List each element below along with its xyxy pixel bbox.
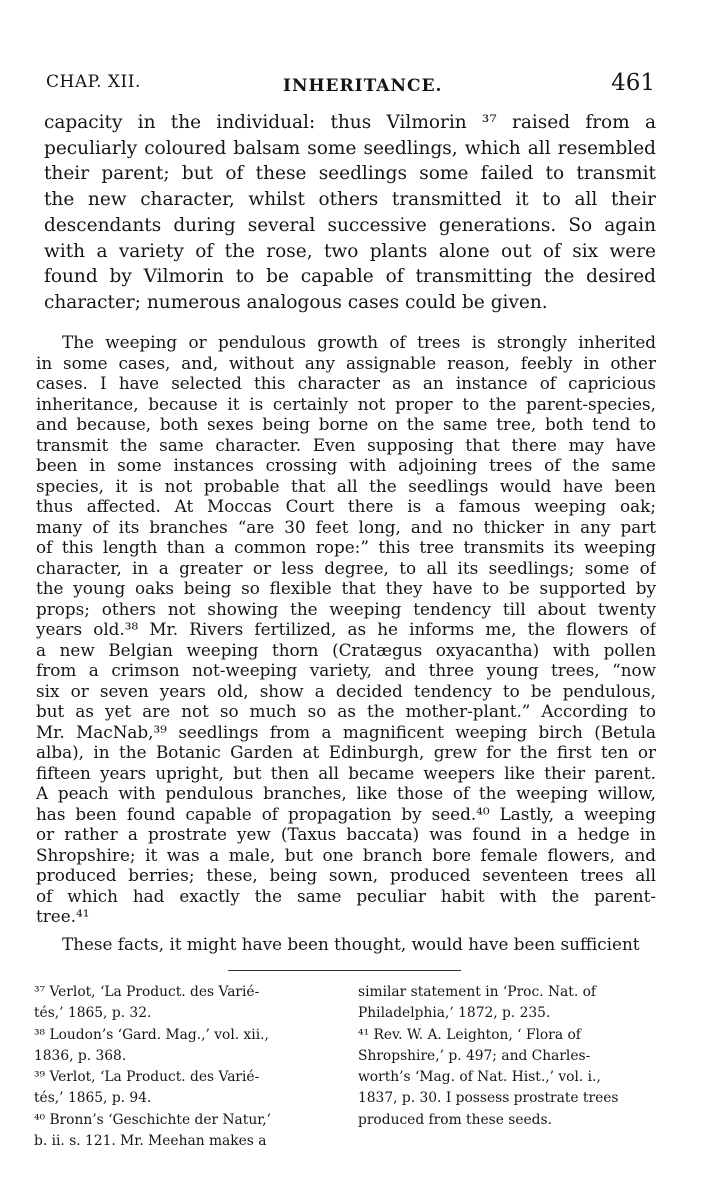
footnote-line: tés,’ 1865, p. 94.: [34, 1090, 152, 1107]
footnote-line: 1837, p. 30. I possess prostrate trees: [358, 1090, 619, 1107]
paragraph-1: [44, 110, 656, 316]
text-line: fifteen years upright, but then all became weepers like their parent.: [36, 762, 656, 783]
text-line: species, it is not probable that all the seedlings would have been: [36, 475, 656, 496]
footnotes-left-column: [34, 982, 334, 1152]
text-line: capacity in the individual: thus Vilmorin ³⁷ raised from a: [44, 112, 656, 133]
chapter-label: CHAP. XII.: [46, 72, 141, 92]
text-line: character; numerous analogous cases could be given.: [44, 291, 548, 313]
text-line: descendants during several successive generations. So again: [44, 214, 656, 236]
text-line: props; others not showing the weeping tendency till about twenty: [36, 598, 656, 619]
footnote-line: 1836, p. 368.: [34, 1047, 127, 1064]
text-line: of this length than a common rope:” this tree transmits its weeping: [36, 537, 656, 557]
text-line: or rather a prostrate yew (Taxus baccata) was found in a hedge in: [36, 824, 656, 844]
footnote-line: ³⁹ Verlot, ‘La Product. des Varié-: [34, 1069, 260, 1086]
text-line: Mr. MacNab,³⁹ seedlings from a magnificent weeping birch (Betula: [36, 721, 656, 742]
running-title: INHERITANCE.: [283, 76, 443, 96]
footnote-line: Philadelphia,’ 1872, p. 235.: [358, 1005, 551, 1022]
footnote-line: ⁴⁰ Bronn’s ‘Geschichte der Natur,’: [34, 1111, 272, 1128]
text-line: tree.⁴¹: [36, 906, 90, 926]
text-line: many of its branches “are 30 feet long, and no thicker in any part: [36, 516, 656, 537]
footnote-line: tés,’ 1865, p. 32.: [34, 1005, 152, 1022]
text-line: thus affected. At Moccas Court there is a famous weeping oak;: [36, 496, 656, 516]
footnote-line: similar statement in ‘Proc. Nat. of: [358, 984, 597, 1000]
text-line: six or seven years old, show a decided tendency to be pendulous,: [36, 680, 656, 701]
text-line: cases. I have selected this character as an instance of capricious: [36, 373, 656, 393]
text-line: years old.³⁸ Mr. Rivers fertilized, as he informs me, the flowers of: [36, 619, 656, 639]
text-line: These facts, it might have been thought, would have been sufficient: [62, 934, 640, 954]
footnote-line: b. ii. s. 121. Mr. Meehan makes a: [34, 1133, 267, 1150]
text-line: produced berries; these, being sown, produced seventeen trees all: [36, 865, 656, 885]
footnote-line: ⁴¹ Rev. W. A. Leighton, ‘ Flora of: [358, 1026, 581, 1043]
text-line: alba), in the Botanic Garden at Edinburgh, grew for the first ten or: [36, 742, 656, 762]
text-line: transmit the same character. Even supposing that there may have: [36, 434, 656, 455]
footnote-line: ³⁷ Verlot, ‘La Product. des Varié-: [34, 984, 260, 1000]
footnote-line: ³⁸ Loudon’s ‘Gard. Mag.,’ vol. xii.,: [34, 1026, 269, 1043]
text-line: a new Belgian weeping thorn (Cratægus oxyacantha) with pollen: [36, 639, 656, 660]
text-line: found by Vilmorin to be capable of transmitting the desired: [44, 266, 656, 288]
footnotes-right-column: [358, 982, 654, 1131]
footnote-line: Shropshire,’ p. 497; and Charles-: [358, 1047, 591, 1064]
page-number: 461: [611, 70, 655, 96]
footnote-line: produced from these seeds.: [358, 1111, 552, 1128]
text-line: peculiarly coloured balsam some seedlings, which all resembled: [44, 137, 656, 159]
paragraph-3: [36, 934, 656, 955]
text-line: the new character, whilst others transmitted it to all their: [44, 189, 656, 211]
footnote-line: worth’s ‘Mag. of Nat. Hist.,’ vol. i.,: [358, 1069, 601, 1086]
text-line: from a crimson not-weeping variety, and three young trees, “now: [36, 660, 656, 680]
running-header: [0, 68, 708, 104]
text-line: been in some instances crossing with adjoining trees of the same: [36, 455, 656, 475]
text-line: with a variety of the rose, two plants alone out of six were: [44, 240, 656, 262]
text-line: but as yet are not so much so as the mother-plant.” According to: [36, 701, 656, 721]
text-line: The weeping or pendulous growth of trees is strongly inherited: [62, 332, 656, 352]
footnote-divider: [228, 970, 461, 971]
text-line: in some cases, and, without any assignable reason, feebly in other: [36, 352, 656, 373]
text-line: their parent; but of these seedlings some failed to transmit: [44, 163, 656, 185]
paragraph-2: [36, 332, 656, 927]
text-line: of which had exactly the same peculiar habit with the parent-: [36, 885, 656, 906]
text-line: character, in a greater or less degree, to all its seedlings; some of: [36, 557, 656, 578]
text-line: inheritance, because it is certainly not proper to the parent-species,: [36, 393, 656, 414]
text-line: has been found capable of propagation by seed.⁴⁰ Lastly, a weeping: [36, 803, 656, 824]
text-line: and because, both sexes being borne on the same tree, both tend to: [36, 414, 656, 434]
text-line: the young oaks being so flexible that they have to be supported by: [36, 578, 656, 598]
text-line: Shropshire; it was a male, but one branch bore female flowers, and: [36, 844, 656, 865]
text-line: A peach with pendulous branches, like those of the weeping willow,: [36, 783, 656, 803]
